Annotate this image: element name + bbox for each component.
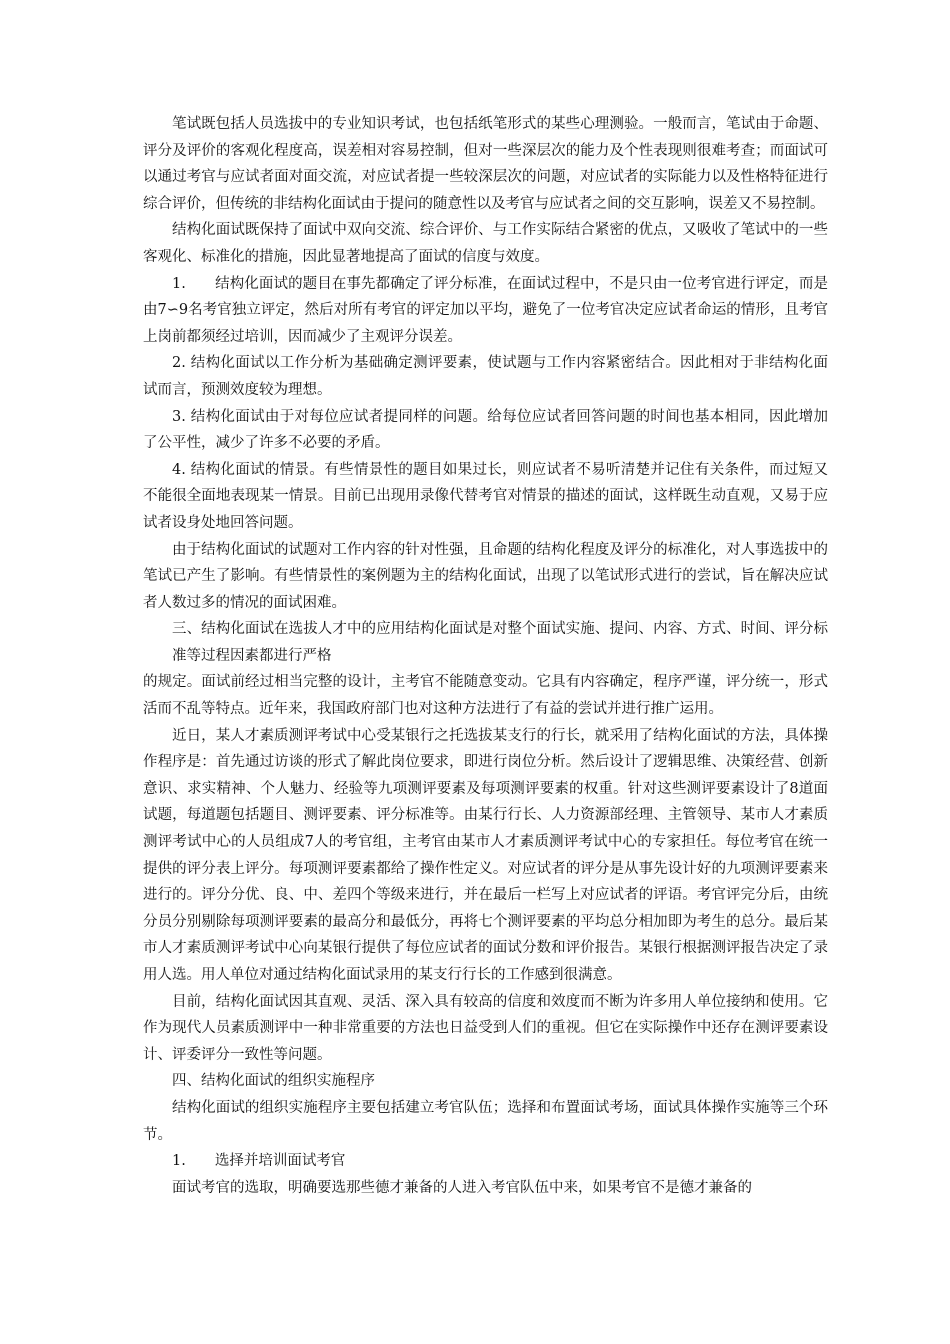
paragraph-written-vs-interview: 笔试既包括人员选拔中的专业知识考试，也包括纸笔形式的某些心理测验。一般而言，笔试由于命题、评分及评价的客观化程度高，误差相对容易控制，但对一些深层次的能力及个性表现则很难考查；而面试可以通过考官与应试者面对面交流，对应试者提一些较深层次的问题，对应试者的实际能力以及性格特征进行综合评价，但传统的非结构化面试由于提问的随意性以及考官与应试者之间的交互影响，误差又不易控制。	[143, 116, 828, 212]
paragraph-bank-case: 近日，某人才素质测评考试中心受某银行之托选拔某支行的行长，就采用了结构化面试的方法，具体操作程序是：首先通过访谈的形式了解此岗位要求，即进行岗位分析。然后设计了逻辑思维、决策经营、创新意识、求实精神、个人魅力、经验等九项测评要素及每项测评要素的权重。针对这些测评要素设计了8道面试题，每道题包括题目、测评要素、评分标准等。由某行行长、人力资源部经理、主管领导、某市人才素质测评考试中心的人员组成7人的考官组，主考官由某市人才素质测评考试中心的专家担任。每位考官在统一提供的评分表上评分。每项测评要素都给了操作性定义。对应试者的评分是从事先设计好的九项测评要素来进行的。评分分优、良、中、差四个等级来进行，并在最后一栏写上对应试者的评语。考官评完分后，由统分员分别剔除每项测评要素的最高分和最低分，再将七个测评要素的平均总分相加即为考生的总分。最后某市人才素质测评考试中心向某银行提供了每位应试者的面试分数和评价报告。某银行根据测评报告决定了录用人选。用人单位对通过结构化面试录用的某支行行长的工作感到很满意。	[143, 727, 828, 983]
paragraph-point-2: 2. 结构化面试以工作分析为基础确定测评要素，使试题与工作内容紧密结合。因此相对于非结构化面试而言，预测效度较为理想。	[143, 355, 828, 398]
paragraph-point-3: 3. 结构化面试由于对每位应试者提同样的问题。给每位应试者回答问题的时间也基本相同，因此增加了公平性，减少了许多不必要的矛盾。	[143, 408, 828, 452]
paragraph-procedure-overview: 结构化面试的组织实施程序主要包括建立考官队伍；选择和布置面试考场，面试具体操作实施等三个环节。	[143, 1099, 828, 1143]
paragraph-influence-on-written-test: 由于结构化面试的试题对工作内容的针对性强，且命题的结构化程度及评分的标准化，对人事选拔中的笔试已产生了影响。有些情景性的案例题为主的结构化面试，出现了以笔试形式进行的尝试，旨在解决应试者人数过多的情况的面试困难。	[143, 541, 828, 611]
paragraph-point-1: 1. 结构化面试的题目在事先都确定了评分标准，在面试过程中，不是只由一位考官进行评定，而是由7∽9名考官独立评定，然后对所有考官的评定加以平均，避免了一位考官决定应试者命运的情形，且考官上岗前都须经过培训，因而减少了主观评分误差。	[143, 275, 828, 345]
paragraph-point-4: 4. 结构化面试的情景。有些情景性的题目如果过长，则应试者不易听清楚并记住有关条件，而过短又不能很全面地表现某一情景。目前已出现用录像代替考官对情景的描述的面试，这样既生动直观，又易于应试者设身处地回答问题。	[143, 461, 828, 531]
document-body	[143, 111, 828, 1201]
paragraph-examiner-selection: 面试考官的选取，明确要选那些德才兼备的人进入考官队伍中来，如果考官不是德才兼备的	[172, 1179, 752, 1196]
paragraph-current-status: 目前，结构化面试因其直观、灵活、深入具有较高的信度和效度而不断为许多用人单位接纳和使用。它作为现代人员素质测评中一种非常重要的方法也日益受到人们的重视。但它在实际操作中还存在测评要素设计、评委评分一致性等问题。	[143, 993, 828, 1063]
section-heading-3: 三、结构化面试在选拔人才中的应用结构化面试是对整个面试实施、提问、内容、方式、时间、评分标准等过程因素都进行严格	[172, 621, 828, 664]
paragraph-regulation: 的规定。面试前经过相当完整的设计，主考官不能随意变动。它具有内容确定，程序严谨，评分统一，形式活而不乱等特点。近年来，我国政府部门也对这种方法进行了有益的尝试并进行推广运用。	[143, 674, 828, 718]
section-heading-4: 四、结构化面试的组织实施程序	[172, 1073, 375, 1090]
subheading-select-train-examiners: 1. 选择并培训面试考官	[172, 1153, 346, 1170]
paragraph-structured-interview-advantages: 结构化面试既保持了面试中双向交流、综合评价、与工作实际结合紧密的优点，又吸收了笔试中的一些客观化、标准化的措施，因此显著地提高了面试的信度与效度。	[143, 222, 828, 265]
